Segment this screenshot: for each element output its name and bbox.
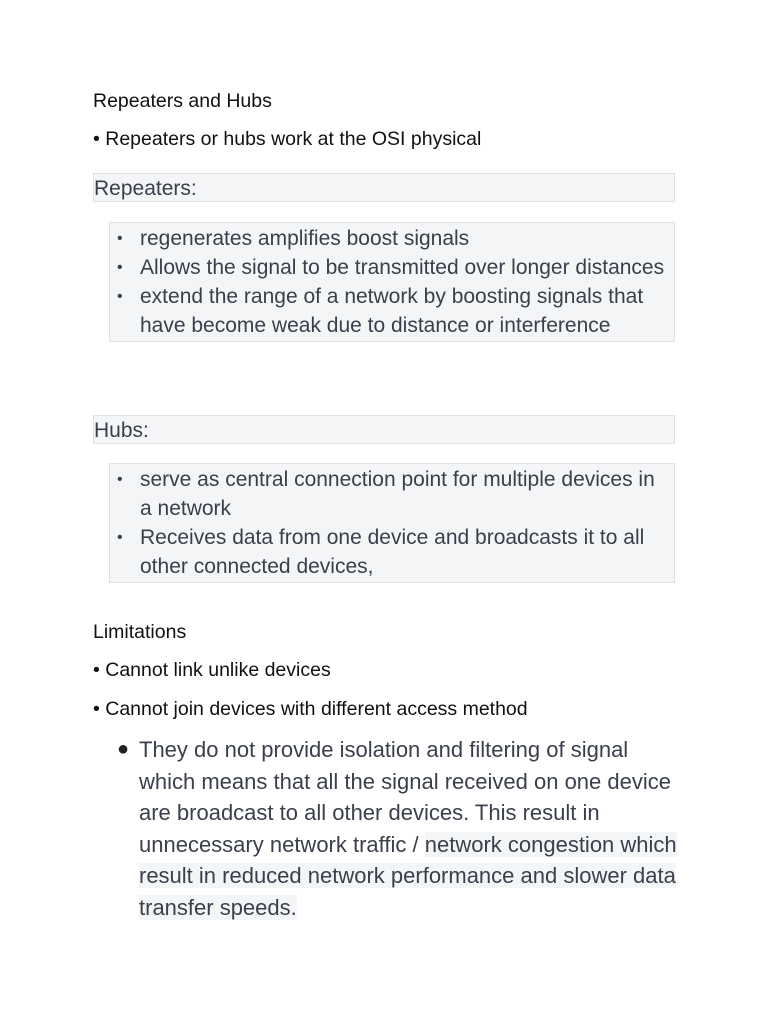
highlighted-text: network congestion which result in reduced network performance and slower data transfer speeds. <box>139 831 677 920</box>
intro-bullet: • Repeaters or hubs work at the OSI physical <box>93 128 482 150</box>
list-item: • Receives data from one device and broadcasts it to all other connected devices, <box>110 523 674 581</box>
repeaters-heading: Repeaters: <box>93 173 675 202</box>
bullet-icon: • <box>117 471 123 488</box>
bullet-icon: • <box>117 259 123 276</box>
bullet-icon: ● <box>117 738 130 760</box>
list-item: • serve as central connection point for multiple devices in a network <box>110 465 674 523</box>
list-item: • extend the range of a network by boosting signals that have become weak due to distance or interference <box>110 282 674 340</box>
hubs-list <box>109 463 675 583</box>
list-item: • Allows the signal to be transmitted over longer distances <box>110 253 674 282</box>
limitations-title: Limitations <box>93 621 187 643</box>
repeaters-list <box>109 222 675 342</box>
limitation-bullet: • Cannot join devices with different access method <box>93 698 528 720</box>
limitation-detail: ● They do not provide isolation and filtering of signal which means that all the signal received on one device are broadcast to all other devices. This result in unnecessary network traffic / network congestion which result in reduced network performance and slower data transfer speeds. <box>117 734 677 923</box>
bullet-icon: • <box>117 529 123 546</box>
limitation-bullet: • Cannot link unlike devices <box>93 659 331 681</box>
bullet-icon: • <box>117 288 123 305</box>
section-title: Repeaters and Hubs <box>93 90 272 112</box>
bullet-icon: • <box>117 230 123 247</box>
hubs-heading: Hubs: <box>93 415 675 444</box>
list-item: • regenerates amplifies boost signals <box>110 224 674 253</box>
